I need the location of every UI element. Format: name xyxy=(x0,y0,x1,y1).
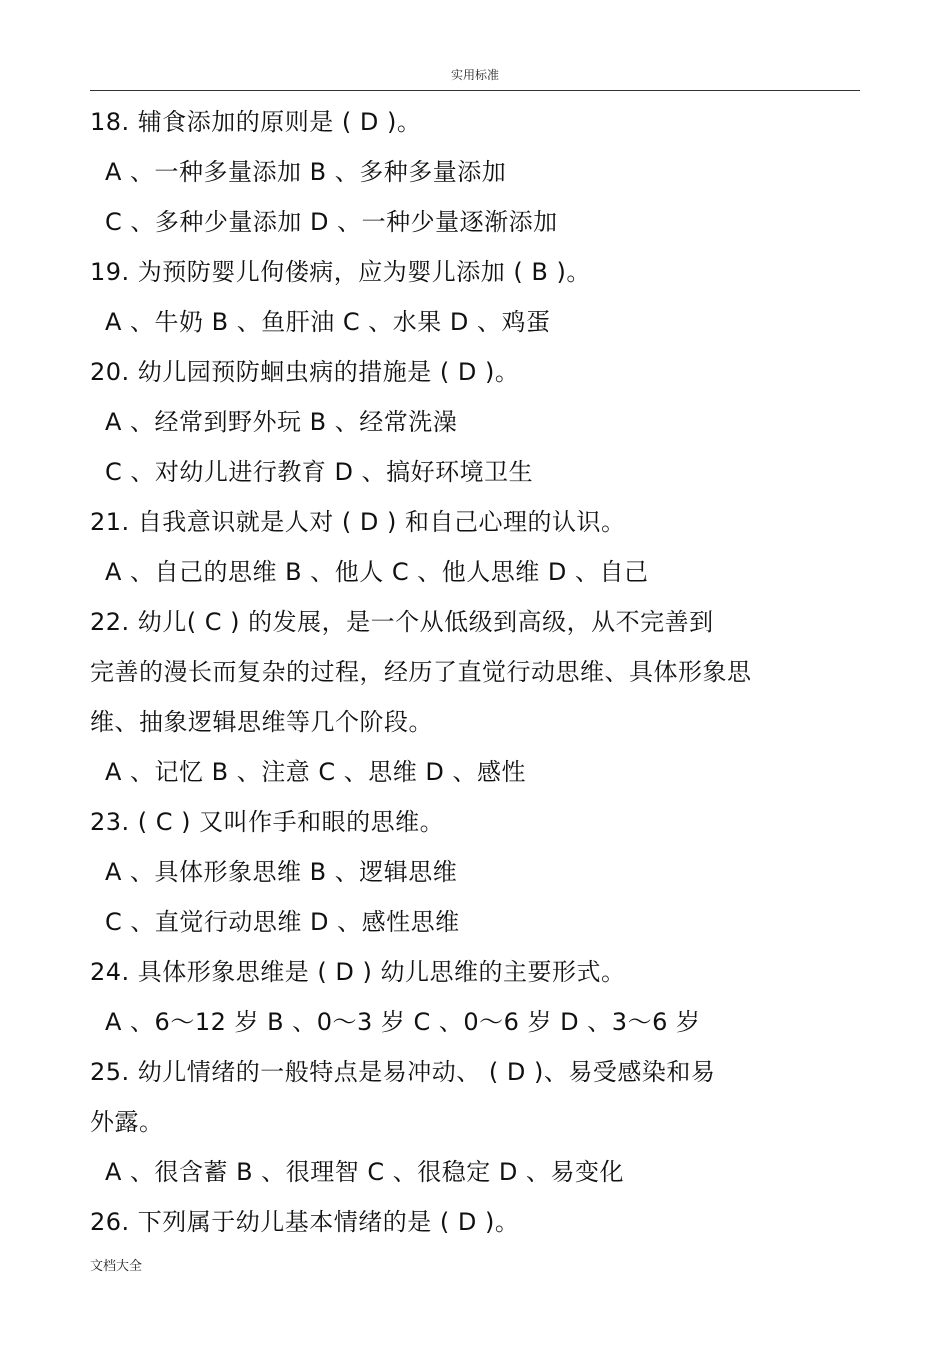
option-line: A 、一种多量添加 B 、多种多量添加 xyxy=(105,158,507,186)
question-line: 外露。 xyxy=(90,1108,164,1136)
option-line: A 、记忆 B 、注意 C 、思维 D 、感性 xyxy=(105,758,527,786)
header-divider xyxy=(90,90,860,91)
option-line: A 、牛奶 B 、鱼肝油 C 、水果 D 、鸡蛋 xyxy=(105,308,551,336)
question-line: 18. 辅食添加的原则是 ( D )。 xyxy=(90,108,422,136)
document-body xyxy=(90,97,860,1247)
question-line: 20. 幼儿园预防蛔虫病的措施是 ( D )。 xyxy=(90,358,520,386)
option-line: A 、自己的思维 B 、他人 C 、他人思维 D 、自己 xyxy=(105,558,649,586)
question-line: 23. ( C ) 又叫作手和眼的思维。 xyxy=(90,808,445,836)
option-line: C 、多种少量添加 D 、一种少量逐渐添加 xyxy=(105,208,558,236)
page-header: 实用标准 xyxy=(450,68,499,82)
question-line: 22. 幼儿( C ) 的发展，是一个从低级到高级，从不完善到 xyxy=(90,608,714,636)
page-footer: 文档大全 xyxy=(90,1259,143,1274)
question-line: 维、抽象逻辑思维等几个阶段。 xyxy=(90,708,433,736)
option-line: A 、很含蓄 B 、很理智 C 、很稳定 D 、易变化 xyxy=(105,1158,625,1186)
option-line: C 、直觉行动思维 D 、感性思维 xyxy=(105,908,460,936)
option-line: A 、6～12 岁 B 、0～3 岁 C 、0～6 岁 D 、3～6 岁 xyxy=(105,1008,701,1036)
question-line: 19. 为预防婴儿佝偻病，应为婴儿添加 ( B )。 xyxy=(90,258,591,286)
option-line: C 、对幼儿进行教育 D 、搞好环境卫生 xyxy=(105,458,534,486)
question-line: 24. 具体形象思维是 ( D ) 幼儿思维的主要形式。 xyxy=(90,958,626,986)
question-line: 完善的漫长而复杂的过程，经历了直觉行动思维、具体形象思 xyxy=(90,658,752,686)
option-line: A 、经常到野外玩 B 、经常洗澡 xyxy=(105,408,458,436)
question-line: 21. 自我意识就是人对 ( D ) 和自己心理的认识。 xyxy=(90,508,626,536)
question-line: 25. 幼儿情绪的一般特点是易冲动、 ( D )、易受感染和易 xyxy=(90,1058,716,1086)
question-line: 26. 下列属于幼儿基本情绪的是 ( D )。 xyxy=(90,1208,520,1236)
option-line: A 、具体形象思维 B 、逻辑思维 xyxy=(105,858,458,886)
